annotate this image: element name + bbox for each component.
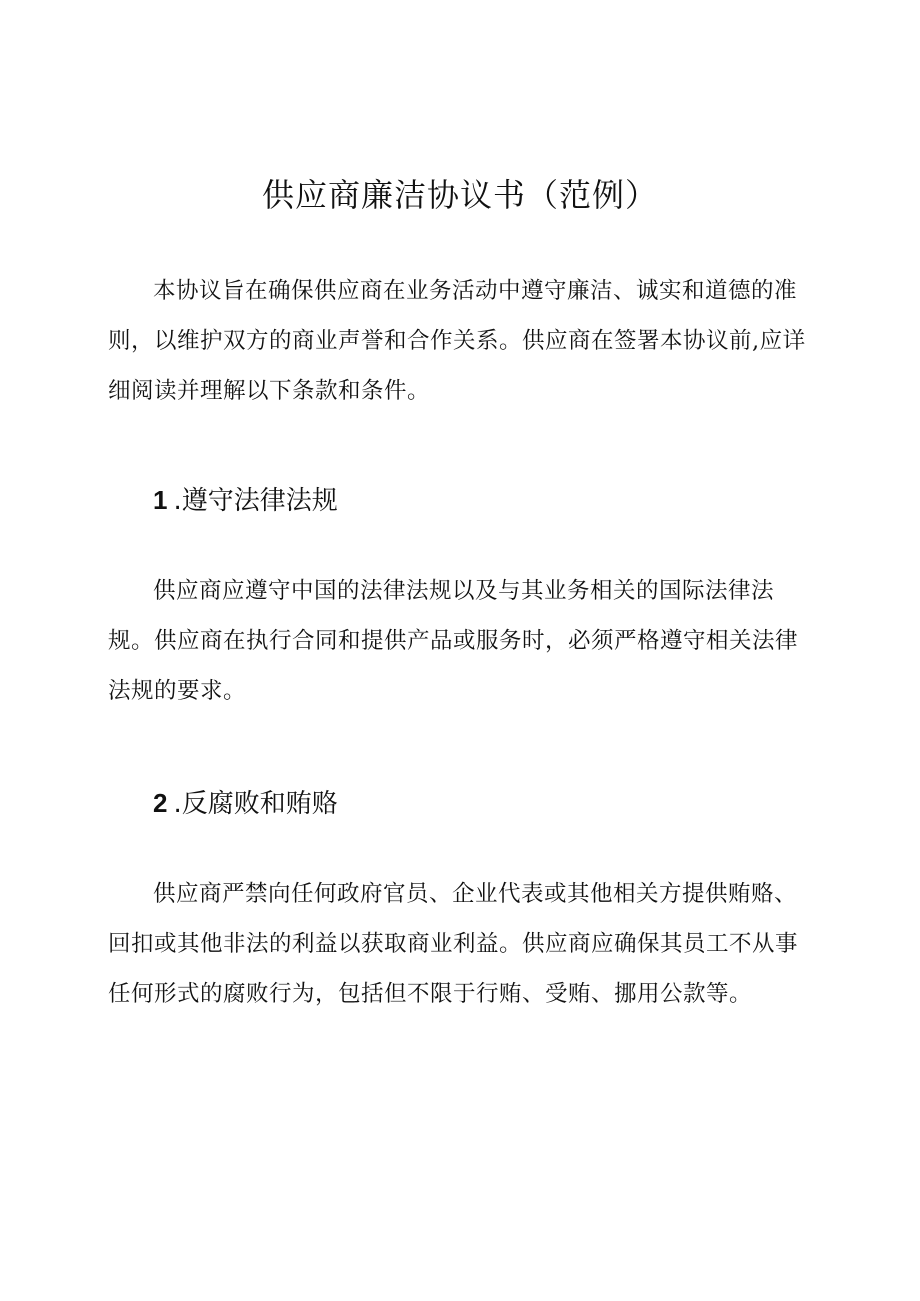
section-body-1: 供应商应遵守中国的法律法规以及与其业务相关的国际法律法规。供应商在执行合同和提供产品或服务时，必须严格遵守相关法律法规的要求。	[108, 578, 799, 704]
section-heading-1	[153, 480, 338, 517]
document-title: 供应商廉洁协议书（范例）	[261, 176, 658, 214]
section-number-2: 2	[153, 788, 168, 818]
intro-paragraph: 本协议旨在确保供应商在业务活动中遵守廉洁、诚实和道德的准则，以维护双方的商业声誉和合作关系。供应商在签署本协议前,应详细阅读并理解以下条款和条件。	[108, 278, 806, 404]
section-title-1: .遵守法律法规	[173, 486, 338, 516]
section-number-1: 1	[153, 485, 168, 515]
section-title-2: .反腐败和贿赂	[173, 789, 338, 819]
section-body-2: 供应商严禁向任何政府官员、企业代表或其他相关方提供贿赂、回扣或其他非法的利益以获取商业利益。供应商应确保其员工不从事任何形式的腐败行为，包括但不限于行贿、受贿、挪用公款等。	[108, 881, 799, 1007]
section-heading-2	[153, 783, 338, 820]
